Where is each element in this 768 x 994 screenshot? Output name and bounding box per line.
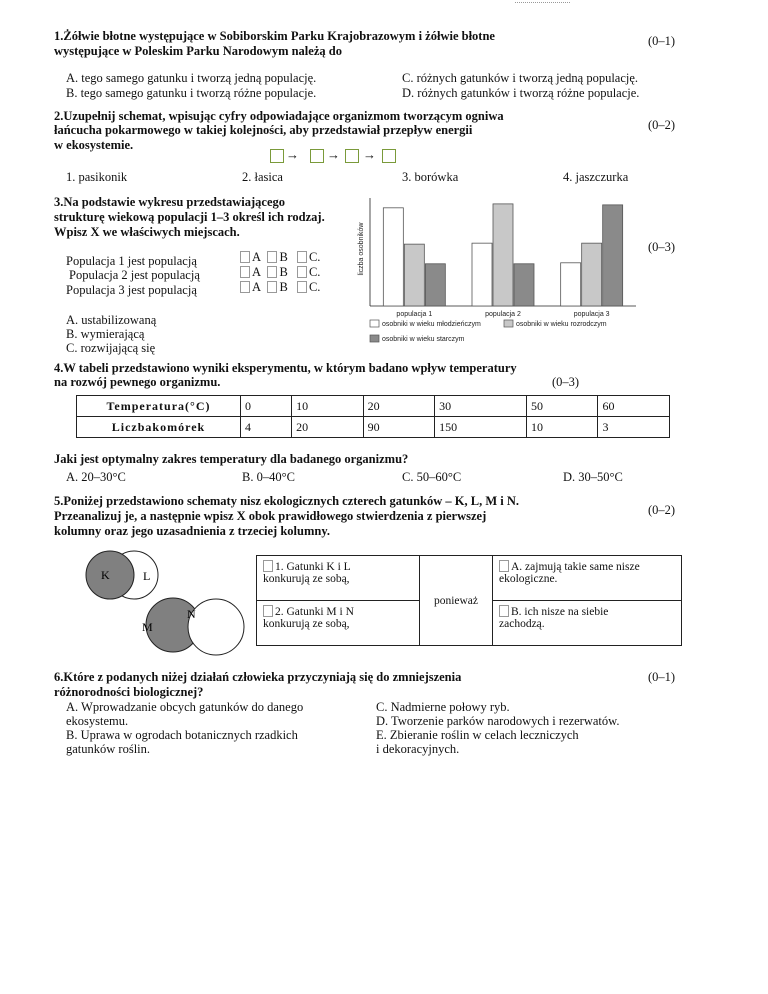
legend-swatch [504, 320, 513, 327]
table-row [77, 417, 670, 438]
legend-label: osobniki w wieku rozrodczym [516, 321, 607, 328]
q4-option-a[interactable]: A. 20–30°C [66, 470, 126, 484]
checkbox[interactable] [267, 266, 277, 278]
niche-label-l: L [143, 569, 151, 583]
table-cell: 50 [526, 396, 598, 417]
because-cell [420, 556, 493, 646]
q5-question-line1: 5.Poniżej przedstawiono schematy nisz ekologicznych czterech gatunków – K, L, M i N. [54, 494, 519, 508]
q6-question-line2: różnorodności biologicznej? [54, 685, 204, 699]
option-label: B [279, 280, 288, 294]
chart-bar [561, 263, 581, 306]
q2-organism-3: 3. borówka [402, 170, 459, 184]
chart-bar [582, 243, 602, 306]
q3-row2-options[interactable] [240, 265, 320, 280]
q3-row3-label: Populacja 3 jest populacją [66, 283, 197, 297]
row-header: Liczbakomórek [77, 417, 241, 438]
chart-bar [383, 208, 403, 306]
because-label: ponieważ [433, 594, 479, 607]
table-cell: 20 [363, 396, 435, 417]
statement-2-line1: 2. Gatunki M i N [275, 606, 354, 618]
checkbox[interactable] [240, 251, 250, 263]
q4-question-line1: 4.W tabeli przedstawiono wyniki eksperymentu, w którym badano wpływ temperatury [54, 361, 517, 375]
chart-bar [603, 205, 623, 306]
checkbox[interactable] [297, 281, 307, 293]
chart-category-label: populacja 2 [485, 311, 521, 318]
niche-label-m: M [142, 620, 153, 634]
q6-option-d[interactable]: D. Tworzenie parków narodowych i rezerwatów. [376, 714, 620, 728]
q2-organism-1: 1. pasikonik [66, 170, 128, 184]
q4-sub-question: Jaki jest optymalny zakres temperatury dla badanego organizmu? [54, 452, 409, 466]
reason-b-cell[interactable] [493, 601, 682, 646]
reason-a-cell[interactable] [493, 556, 682, 601]
chart-category-label: populacja 3 [573, 311, 610, 318]
table-cell: 10 [292, 396, 364, 417]
table-cell: 90 [363, 417, 435, 438]
niche-circle-n [188, 599, 244, 655]
table-cell: 20 [292, 417, 364, 438]
option-label: C. [308, 265, 321, 279]
chain-arrow-3: → [363, 147, 376, 162]
q4-points: (0–3) [552, 375, 580, 389]
q5-points: (0–2) [648, 503, 676, 517]
checkbox[interactable] [267, 281, 277, 293]
niche-statement-table [256, 555, 682, 646]
table-cell: 10 [526, 417, 598, 438]
chart-category-label: populacja 1 [396, 311, 433, 318]
q3-row1-options[interactable] [240, 250, 320, 265]
q4-question-line2: na rozwój pewnego organizmu. [54, 375, 221, 389]
checkbox[interactable] [499, 560, 509, 572]
q6-option-b-line1[interactable]: B. Uprawa w ogrodach botanicznych rzadkich [66, 728, 298, 742]
checkbox[interactable] [499, 605, 509, 617]
niche-diagram [76, 550, 256, 665]
option-label: B [279, 250, 288, 264]
reason-b-line2: zachodzą. [499, 618, 545, 630]
table-cell: 30 [435, 396, 527, 417]
q2-points: (0–2) [648, 118, 676, 132]
checkbox[interactable] [297, 251, 307, 263]
chart-bar [514, 264, 534, 306]
legend-swatch [370, 320, 379, 327]
option-label: A [252, 250, 261, 264]
q1-option-a[interactable]: A. tego samego gatunku i tworzą jedną populację. [66, 71, 317, 85]
niche-circle-k [86, 551, 134, 599]
q6-option-e-line2[interactable]: i dekoracyjnych. [376, 742, 460, 756]
q4-option-c[interactable]: C. 50–60°C [402, 470, 462, 484]
chain-arrow-1: → [286, 147, 299, 162]
chain-box-4[interactable] [382, 149, 396, 163]
q1-option-c[interactable]: C. różnych gatunków i tworzą jedną populację. [402, 71, 639, 85]
checkbox[interactable] [240, 266, 250, 278]
table-row [257, 556, 682, 601]
statement-1-line1: 1. Gatunki K i L [275, 561, 351, 573]
q2-organism-4: 4. jaszczurka [563, 170, 629, 184]
checkbox[interactable] [240, 281, 250, 293]
niche-label-n: N [187, 607, 196, 621]
age-structure-chart [352, 194, 652, 352]
option-label: A [252, 280, 261, 294]
q6-question-line1: 6.Które z podanych niżej działań człowieka przyczyniają się do zmniejszenia [54, 670, 462, 684]
checkbox[interactable] [263, 560, 273, 572]
table-cell: 0 [241, 396, 292, 417]
q3-row2-label: Populacja 2 jest populacją [69, 268, 200, 282]
option-label: A [252, 265, 261, 279]
q3-row1-label: Populacja 1 jest populacją [66, 254, 197, 268]
table-cell: 3 [598, 417, 670, 438]
q1-question-line2: występujące w Poleskim Parku Narodowym należą do [54, 44, 342, 58]
statement-2-line2: konkurują ze sobą, [263, 618, 350, 630]
legend-swatch [370, 335, 379, 342]
chart-bar [425, 264, 445, 306]
q5-question-line2: Przeanalizuj je, a następnie wpisz X obok prawidłowego stwierdzenia z pierwszej [54, 509, 487, 523]
statement-1-line2: konkurują ze sobą, [263, 573, 350, 585]
q4-option-d[interactable]: D. 30–50°C [563, 470, 623, 484]
legend-label: osobniki w wieku starczym [382, 336, 465, 343]
option-label: C. [308, 280, 321, 294]
q6-option-a-line1[interactable]: A. Wprowadzanie obcych gatunków do danego [66, 700, 304, 714]
q6-option-c[interactable]: C. Nadmierne połowy ryb. [376, 700, 510, 714]
q2-question-line2: łańcucha pokarmowego w takiej kolejności, aby przedstawiał przepływ energii [54, 123, 473, 137]
table-cell: 4 [241, 417, 292, 438]
q2-organism-2: 2. łasica [242, 170, 283, 184]
statement-2-cell[interactable] [257, 601, 420, 646]
q1-option-b[interactable]: B. tego samego gatunku i tworzą różne populacje. [66, 86, 317, 100]
q6-points: (0–1) [648, 670, 676, 684]
reason-b-line1: B. ich nisze na siebie [511, 606, 609, 618]
q6-option-e-line1[interactable]: E. Zbieranie roślin w celach leczniczych [376, 728, 579, 742]
q3-type-a: A. ustabilizowaną [66, 313, 157, 327]
q3-question-line1: 3.Na podstawie wykresu przedstawiającego [54, 195, 286, 209]
chart-bar [472, 243, 492, 306]
chain-box-1[interactable] [270, 149, 284, 163]
chain-box-3[interactable] [345, 149, 359, 163]
chart-bar [404, 244, 424, 306]
option-label: B [279, 265, 288, 279]
q1-points: (0–1) [648, 34, 676, 48]
checkbox[interactable] [263, 605, 273, 617]
legend-label: osobniki w wieku młodzieńczym [382, 321, 481, 328]
q1-question-line1: 1.Żółwie błotne występujące w Sobiborskim Parku Krajobrazowym i żółwie błotne [54, 29, 495, 43]
q3-type-c: C. rozwijającą się [66, 341, 156, 355]
reason-a-line1: A. zajmują takie same nisze [511, 561, 640, 573]
chart-ylabel: liczba osobników [358, 222, 365, 276]
temperature-table [76, 395, 670, 438]
q3-type-b: B. wymierającą [66, 327, 145, 341]
q1-option-d[interactable]: D. różnych gatunków i tworzą różne populacje. [402, 86, 640, 100]
checkbox[interactable] [297, 266, 307, 278]
q3-row3-options[interactable] [240, 280, 320, 295]
chain-box-2[interactable] [310, 149, 324, 163]
q3-points: (0–3) [648, 240, 676, 254]
q2-question-line1: 2.Uzupełnij schemat, wpisując cyfry odpowiadające organizmom tworzącym ogniwa [54, 109, 504, 123]
statement-1-cell[interactable] [257, 556, 420, 601]
q6-option-a-line2[interactable]: ekosystemu. [66, 714, 129, 728]
q2-question-line3: w ekosystemie. [54, 138, 134, 152]
q3-question-line2: strukturę wiekową populacji 1–3 określ ich rodzaj. [54, 210, 325, 224]
niche-label-k: K [101, 568, 110, 582]
chart-bar [493, 204, 513, 306]
q6-option-b-line2[interactable]: gatunków roślin. [66, 742, 151, 756]
reason-a-line2: ekologiczne. [499, 573, 558, 585]
top-dotted-line [515, 2, 570, 3]
q4-option-b[interactable]: B. 0–40°C [242, 470, 295, 484]
option-label: C. [308, 250, 321, 264]
chain-arrow-2: → [327, 147, 340, 162]
table-row [77, 396, 670, 417]
row-header: Temperatura(°C) [77, 396, 241, 417]
checkbox[interactable] [267, 251, 277, 263]
q3-question-line3: Wpisz X we właściwych miejscach. [54, 225, 240, 239]
q5-question-line3: kolumny oraz jego uzasadnienia z trzeciej kolumny. [54, 524, 331, 538]
table-cell: 60 [598, 396, 670, 417]
table-cell: 150 [435, 417, 527, 438]
